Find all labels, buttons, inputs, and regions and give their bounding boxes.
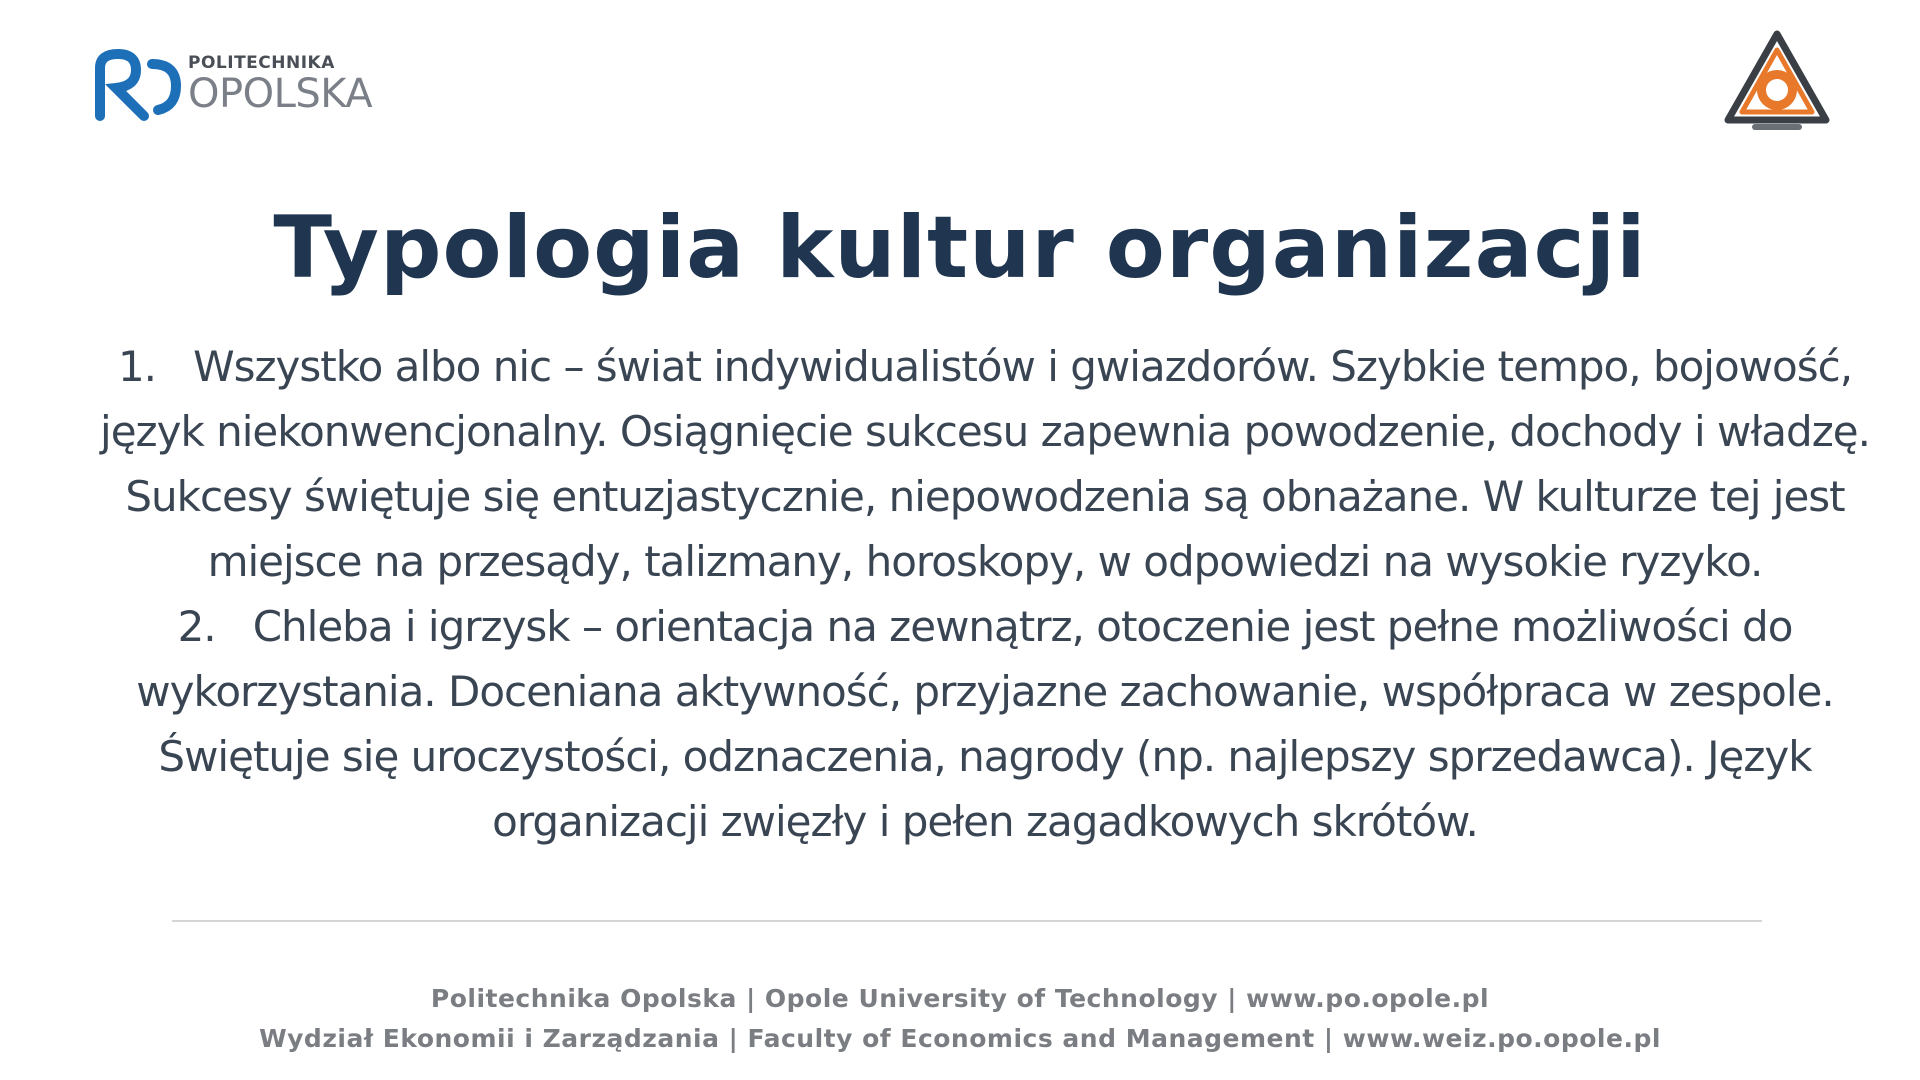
po-logo-icon — [92, 46, 184, 122]
list-item-number: 2. — [177, 602, 216, 651]
list-item — [90, 334, 1880, 594]
logo-line1: POLITECHNIKA — [188, 52, 335, 73]
slide-title: Typologia kultur organizacji — [273, 198, 1647, 298]
footer-line1: Politechnika Opolska | Opole University of Technology | www.po.opole.pl — [430, 984, 1490, 1013]
list-item-number: 1. — [117, 342, 157, 391]
logo-wordmark — [188, 52, 373, 117]
list-item-text: Chleba i igrzysk – orientacja na zewnątrz, otoczenie jest pełne możliwości do wykorzystania. Doceniana aktywność, przyjazne zachowanie, współpraca w zespole. Świętuje się uroczystości, odznaczenia, nagrody (np. najlepszy sprzedawca). Język organizacji zwięzły i pełen zagadkowych skrótów. — [136, 602, 1834, 846]
university-logo — [92, 44, 382, 124]
faculty-badge-icon — [1722, 28, 1832, 136]
list-item-text: Wszystko albo nic – świat indywidualistów i gwiazdorów. Szybkie tempo, bojowość, język niekonwencjonalny. Osiągnięcie sukcesu zapewnia powodzenie, dochody i władzę. Sukcesy świętuje się entuzjastycznie, niepowodzenia są obnażane. W kulturze tej jest miejsce na przesądy, talizmany, horoskopy, w odpowiedzi na wysokie ryzyko. — [100, 342, 1870, 586]
slide-content — [90, 334, 1880, 854]
logo-line2: OPOLSKA — [188, 70, 373, 117]
footer-line2: Wydział Ekonomii i Zarządzania | Faculty of Economics and Management | www.weiz.po.opole.pl — [259, 1024, 1661, 1053]
footer-divider — [172, 920, 1762, 922]
list-item — [90, 594, 1880, 854]
